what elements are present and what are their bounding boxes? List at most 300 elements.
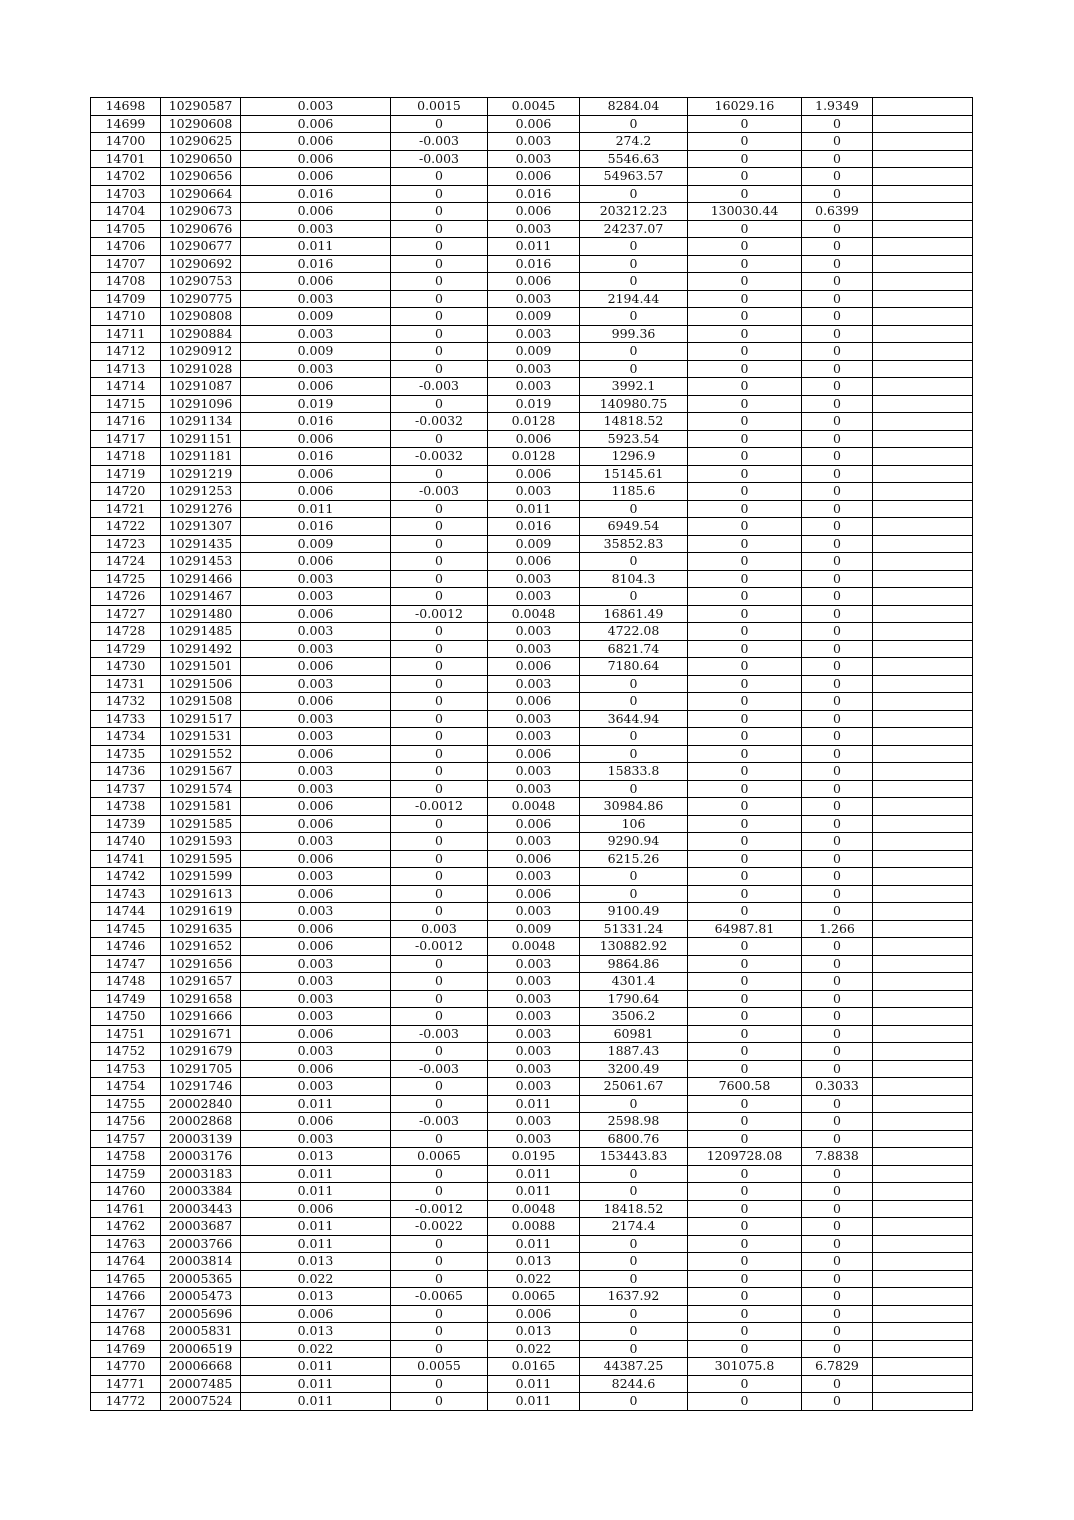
cell-value-a: 0.003 <box>241 973 391 991</box>
cell-amount-b: 0 <box>688 1130 802 1148</box>
cell-ratio: 0 <box>802 1235 873 1253</box>
cell-blank <box>873 1078 973 1096</box>
cell-value-a: 0.006 <box>241 693 391 711</box>
cell-adjustment: -0.003 <box>391 133 488 151</box>
cell-row-number: 14701 <box>91 150 161 168</box>
cell-blank <box>873 1375 973 1393</box>
cell-blank <box>873 1253 973 1271</box>
cell-row-number: 14755 <box>91 1095 161 1113</box>
table-row <box>91 605 973 623</box>
cell-row-number: 14703 <box>91 185 161 203</box>
cell-amount-b: 0 <box>688 1043 802 1061</box>
cell-row-number: 14771 <box>91 1375 161 1393</box>
cell-value-b: 0.022 <box>488 1270 580 1288</box>
cell-adjustment: 0 <box>391 168 488 186</box>
cell-ratio: 0 <box>802 938 873 956</box>
cell-ratio: 0 <box>802 255 873 273</box>
cell-adjustment: 0 <box>391 185 488 203</box>
cell-value-b: 0.0048 <box>488 938 580 956</box>
cell-value-a: 0.003 <box>241 623 391 641</box>
cell-ratio: 0 <box>802 290 873 308</box>
cell-amount-b: 0 <box>688 1235 802 1253</box>
cell-amount-a: 1185.6 <box>580 483 688 501</box>
cell-row-number: 14716 <box>91 413 161 431</box>
cell-id: 10291307 <box>161 518 241 536</box>
table-row <box>91 1025 973 1043</box>
table-row <box>91 728 973 746</box>
cell-id: 10290808 <box>161 308 241 326</box>
cell-amount-a: 0 <box>580 693 688 711</box>
cell-value-b: 0.003 <box>488 1025 580 1043</box>
table-row <box>91 1183 973 1201</box>
cell-row-number: 14702 <box>91 168 161 186</box>
cell-amount-b: 0 <box>688 290 802 308</box>
cell-blank <box>873 798 973 816</box>
table-row <box>91 640 973 658</box>
cell-value-a: 0.003 <box>241 588 391 606</box>
cell-ratio: 0 <box>802 675 873 693</box>
cell-value-b: 0.003 <box>488 1113 580 1131</box>
cell-id: 10291501 <box>161 658 241 676</box>
cell-ratio: 0 <box>802 1008 873 1026</box>
cell-amount-a: 2598.98 <box>580 1113 688 1131</box>
cell-value-b: 0.003 <box>488 483 580 501</box>
cell-value-a: 0.003 <box>241 780 391 798</box>
cell-value-b: 0.0065 <box>488 1288 580 1306</box>
cell-value-a: 0.006 <box>241 1305 391 1323</box>
cell-row-number: 14723 <box>91 535 161 553</box>
cell-adjustment: 0 <box>391 763 488 781</box>
cell-id: 10291705 <box>161 1060 241 1078</box>
cell-value-a: 0.003 <box>241 290 391 308</box>
cell-amount-b: 0 <box>688 430 802 448</box>
cell-amount-a: 35852.83 <box>580 535 688 553</box>
cell-row-number: 14766 <box>91 1288 161 1306</box>
cell-id: 10291087 <box>161 378 241 396</box>
cell-amount-a: 9290.94 <box>580 833 688 851</box>
cell-value-a: 0.016 <box>241 413 391 431</box>
cell-value-b: 0.006 <box>488 465 580 483</box>
cell-amount-a: 0 <box>580 500 688 518</box>
cell-value-b: 0.0128 <box>488 448 580 466</box>
table-row <box>91 973 973 991</box>
cell-value-b: 0.006 <box>488 115 580 133</box>
cell-amount-b: 0 <box>688 990 802 1008</box>
cell-adjustment: -0.0032 <box>391 448 488 466</box>
cell-blank <box>873 553 973 571</box>
cell-amount-a: 0 <box>580 1270 688 1288</box>
cell-adjustment: 0 <box>391 500 488 518</box>
cell-row-number: 14734 <box>91 728 161 746</box>
cell-amount-b: 0 <box>688 588 802 606</box>
cell-amount-b: 0 <box>688 133 802 151</box>
cell-amount-a: 274.2 <box>580 133 688 151</box>
cell-row-number: 14746 <box>91 938 161 956</box>
cell-id: 10291480 <box>161 605 241 623</box>
cell-amount-b: 0 <box>688 570 802 588</box>
cell-amount-b: 0 <box>688 605 802 623</box>
cell-row-number: 14770 <box>91 1358 161 1376</box>
cell-value-a: 0.009 <box>241 343 391 361</box>
cell-value-a: 0.003 <box>241 903 391 921</box>
cell-blank <box>873 1025 973 1043</box>
cell-amount-a: 7180.64 <box>580 658 688 676</box>
cell-value-a: 0.011 <box>241 1375 391 1393</box>
cell-blank <box>873 308 973 326</box>
cell-value-a: 0.011 <box>241 1095 391 1113</box>
cell-value-b: 0.0045 <box>488 98 580 116</box>
cell-amount-b: 0 <box>688 1183 802 1201</box>
cell-blank <box>873 1235 973 1253</box>
cell-adjustment: 0 <box>391 780 488 798</box>
cell-amount-b: 0 <box>688 710 802 728</box>
cell-ratio: 0 <box>802 1183 873 1201</box>
cell-value-b: 0.003 <box>488 868 580 886</box>
cell-value-b: 0.006 <box>488 168 580 186</box>
cell-id: 10290884 <box>161 325 241 343</box>
table-row <box>91 430 973 448</box>
cell-amount-a: 14818.52 <box>580 413 688 431</box>
cell-blank <box>873 1305 973 1323</box>
table-row <box>91 1130 973 1148</box>
cell-row-number: 14710 <box>91 308 161 326</box>
cell-adjustment: 0 <box>391 1253 488 1271</box>
cell-blank <box>873 483 973 501</box>
cell-value-a: 0.011 <box>241 1183 391 1201</box>
cell-ratio: 0 <box>802 430 873 448</box>
cell-value-a: 0.006 <box>241 1060 391 1078</box>
cell-value-a: 0.003 <box>241 1008 391 1026</box>
cell-blank <box>873 1183 973 1201</box>
cell-value-b: 0.0128 <box>488 413 580 431</box>
cell-value-a: 0.003 <box>241 325 391 343</box>
cell-adjustment: 0.0065 <box>391 1148 488 1166</box>
cell-value-a: 0.022 <box>241 1270 391 1288</box>
cell-adjustment: 0 <box>391 745 488 763</box>
cell-value-a: 0.003 <box>241 1043 391 1061</box>
cell-row-number: 14714 <box>91 378 161 396</box>
cell-id: 10291746 <box>161 1078 241 1096</box>
cell-blank <box>873 1113 973 1131</box>
cell-id: 10290692 <box>161 255 241 273</box>
cell-value-b: 0.003 <box>488 710 580 728</box>
cell-value-a: 0.022 <box>241 1340 391 1358</box>
cell-id: 10291181 <box>161 448 241 466</box>
table-row <box>91 675 973 693</box>
cell-value-a: 0.003 <box>241 833 391 851</box>
cell-blank <box>873 1288 973 1306</box>
cell-id: 20003139 <box>161 1130 241 1148</box>
cell-ratio: 0 <box>802 605 873 623</box>
table-row <box>91 168 973 186</box>
cell-amount-a: 0 <box>580 1253 688 1271</box>
cell-ratio: 7.8838 <box>802 1148 873 1166</box>
cell-value-a: 0.006 <box>241 658 391 676</box>
cell-row-number: 14739 <box>91 815 161 833</box>
cell-row-number: 14722 <box>91 518 161 536</box>
cell-ratio: 0 <box>802 273 873 291</box>
cell-value-b: 0.003 <box>488 903 580 921</box>
cell-blank <box>873 885 973 903</box>
cell-row-number: 14737 <box>91 780 161 798</box>
cell-value-b: 0.003 <box>488 1078 580 1096</box>
cell-row-number: 14698 <box>91 98 161 116</box>
table-row <box>91 1148 973 1166</box>
cell-row-number: 14744 <box>91 903 161 921</box>
cell-id: 10291492 <box>161 640 241 658</box>
cell-adjustment: 0 <box>391 1323 488 1341</box>
cell-id: 10291276 <box>161 500 241 518</box>
cell-value-a: 0.003 <box>241 710 391 728</box>
cell-amount-a: 0 <box>580 1165 688 1183</box>
cell-adjustment: -0.0012 <box>391 798 488 816</box>
cell-amount-a: 3200.49 <box>580 1060 688 1078</box>
cell-amount-a: 30984.86 <box>580 798 688 816</box>
table-row <box>91 798 973 816</box>
cell-row-number: 14733 <box>91 710 161 728</box>
cell-ratio: 0 <box>802 1218 873 1236</box>
table-row <box>91 745 973 763</box>
cell-ratio: 0 <box>802 150 873 168</box>
cell-value-a: 0.003 <box>241 1078 391 1096</box>
cell-amount-b: 0 <box>688 483 802 501</box>
cell-value-b: 0.009 <box>488 343 580 361</box>
cell-row-number: 14706 <box>91 238 161 256</box>
cell-amount-a: 0 <box>580 885 688 903</box>
table-row <box>91 868 973 886</box>
cell-row-number: 14700 <box>91 133 161 151</box>
cell-ratio: 0 <box>802 1270 873 1288</box>
cell-value-a: 0.011 <box>241 1235 391 1253</box>
cell-value-b: 0.006 <box>488 745 580 763</box>
cell-value-a: 0.016 <box>241 185 391 203</box>
cell-id: 10290775 <box>161 290 241 308</box>
cell-value-b: 0.003 <box>488 588 580 606</box>
table-row <box>91 150 973 168</box>
cell-id: 10291552 <box>161 745 241 763</box>
cell-value-b: 0.003 <box>488 780 580 798</box>
cell-blank <box>873 465 973 483</box>
cell-amount-b: 0 <box>688 238 802 256</box>
cell-blank <box>873 1165 973 1183</box>
cell-amount-a: 24237.07 <box>580 220 688 238</box>
cell-value-a: 0.003 <box>241 570 391 588</box>
cell-value-b: 0.003 <box>488 1043 580 1061</box>
cell-id: 20003766 <box>161 1235 241 1253</box>
cell-amount-a: 1887.43 <box>580 1043 688 1061</box>
cell-amount-b: 0 <box>688 413 802 431</box>
cell-row-number: 14732 <box>91 693 161 711</box>
table-body <box>91 98 973 1411</box>
cell-adjustment: 0 <box>391 1183 488 1201</box>
cell-ratio: 0 <box>802 1025 873 1043</box>
cell-amount-a: 0 <box>580 745 688 763</box>
cell-adjustment: 0 <box>391 1340 488 1358</box>
cell-ratio: 0 <box>802 588 873 606</box>
cell-ratio: 0 <box>802 343 873 361</box>
cell-amount-b: 0 <box>688 1060 802 1078</box>
cell-id: 20005831 <box>161 1323 241 1341</box>
cell-id: 20003183 <box>161 1165 241 1183</box>
cell-value-b: 0.009 <box>488 920 580 938</box>
table-row <box>91 115 973 133</box>
cell-value-b: 0.003 <box>488 378 580 396</box>
cell-value-a: 0.006 <box>241 273 391 291</box>
cell-ratio: 0 <box>802 903 873 921</box>
cell-value-a: 0.006 <box>241 465 391 483</box>
cell-adjustment: 0 <box>391 1078 488 1096</box>
cell-ratio: 0 <box>802 885 873 903</box>
cell-ratio: 0 <box>802 990 873 1008</box>
cell-blank <box>873 675 973 693</box>
table-row <box>91 938 973 956</box>
cell-id: 10291657 <box>161 973 241 991</box>
cell-amount-a: 0 <box>580 115 688 133</box>
cell-blank <box>873 623 973 641</box>
cell-ratio: 0 <box>802 1165 873 1183</box>
cell-amount-a: 8284.04 <box>580 98 688 116</box>
cell-amount-b: 0 <box>688 763 802 781</box>
table-row <box>91 518 973 536</box>
table-row <box>91 990 973 1008</box>
cell-value-b: 0.003 <box>488 623 580 641</box>
cell-value-b: 0.011 <box>488 1183 580 1201</box>
table-row <box>91 308 973 326</box>
cell-value-b: 0.006 <box>488 693 580 711</box>
cell-value-a: 0.011 <box>241 1218 391 1236</box>
cell-row-number: 14758 <box>91 1148 161 1166</box>
table-row <box>91 780 973 798</box>
cell-adjustment: 0 <box>391 815 488 833</box>
table-row <box>91 203 973 221</box>
cell-blank <box>873 955 973 973</box>
cell-amount-b: 0 <box>688 360 802 378</box>
cell-amount-a: 0 <box>580 273 688 291</box>
table-row <box>91 833 973 851</box>
cell-value-b: 0.0048 <box>488 605 580 623</box>
cell-adjustment: -0.0012 <box>391 938 488 956</box>
cell-amount-b: 130030.44 <box>688 203 802 221</box>
cell-amount-a: 153443.83 <box>580 1148 688 1166</box>
cell-blank <box>873 745 973 763</box>
cell-row-number: 14712 <box>91 343 161 361</box>
cell-amount-a: 1637.92 <box>580 1288 688 1306</box>
table-row <box>91 1253 973 1271</box>
cell-value-a: 0.006 <box>241 168 391 186</box>
cell-value-b: 0.019 <box>488 395 580 413</box>
table-row <box>91 1270 973 1288</box>
cell-amount-b: 0 <box>688 1025 802 1043</box>
cell-id: 10290912 <box>161 343 241 361</box>
cell-id: 10291253 <box>161 483 241 501</box>
cell-ratio: 1.9349 <box>802 98 873 116</box>
cell-ratio: 0 <box>802 518 873 536</box>
cell-blank <box>873 518 973 536</box>
table-row <box>91 238 973 256</box>
cell-blank <box>873 535 973 553</box>
cell-adjustment: 0 <box>391 553 488 571</box>
cell-blank <box>873 1008 973 1026</box>
cell-adjustment: 0 <box>391 360 488 378</box>
cell-row-number: 14731 <box>91 675 161 693</box>
cell-adjustment: 0 <box>391 658 488 676</box>
cell-value-a: 0.006 <box>241 938 391 956</box>
cell-ratio: 0 <box>802 1200 873 1218</box>
cell-value-a: 0.006 <box>241 150 391 168</box>
cell-ratio: 0 <box>802 868 873 886</box>
cell-blank <box>873 413 973 431</box>
cell-ratio: 0 <box>802 728 873 746</box>
table-row <box>91 1288 973 1306</box>
cell-value-b: 0.006 <box>488 273 580 291</box>
cell-id: 10291593 <box>161 833 241 851</box>
cell-blank <box>873 990 973 1008</box>
cell-adjustment: 0 <box>391 693 488 711</box>
cell-row-number: 14730 <box>91 658 161 676</box>
cell-blank <box>873 588 973 606</box>
cell-value-a: 0.003 <box>241 868 391 886</box>
cell-row-number: 14752 <box>91 1043 161 1061</box>
cell-amount-a: 0 <box>580 553 688 571</box>
cell-row-number: 14721 <box>91 500 161 518</box>
cell-blank <box>873 1060 973 1078</box>
cell-adjustment: 0 <box>391 1165 488 1183</box>
cell-id: 10291652 <box>161 938 241 956</box>
cell-amount-b: 0 <box>688 675 802 693</box>
cell-value-b: 0.016 <box>488 255 580 273</box>
table-row <box>91 325 973 343</box>
cell-ratio: 0 <box>802 168 873 186</box>
cell-amount-a: 8244.6 <box>580 1375 688 1393</box>
cell-id: 10291656 <box>161 955 241 973</box>
cell-value-a: 0.016 <box>241 255 391 273</box>
cell-row-number: 14756 <box>91 1113 161 1131</box>
cell-blank <box>873 343 973 361</box>
cell-value-a: 0.016 <box>241 448 391 466</box>
cell-value-b: 0.009 <box>488 535 580 553</box>
table-row <box>91 1043 973 1061</box>
cell-row-number: 14699 <box>91 115 161 133</box>
cell-row-number: 14724 <box>91 553 161 571</box>
cell-amount-b: 0 <box>688 815 802 833</box>
cell-amount-a: 140980.75 <box>580 395 688 413</box>
cell-row-number: 14757 <box>91 1130 161 1148</box>
cell-ratio: 0 <box>802 483 873 501</box>
cell-ratio: 0 <box>802 710 873 728</box>
cell-id: 10291574 <box>161 780 241 798</box>
cell-id: 20003687 <box>161 1218 241 1236</box>
cell-id: 20002868 <box>161 1113 241 1131</box>
cell-ratio: 0 <box>802 850 873 868</box>
cell-ratio: 0.3033 <box>802 1078 873 1096</box>
cell-value-b: 0.0048 <box>488 798 580 816</box>
cell-amount-b: 0 <box>688 1113 802 1131</box>
cell-amount-a: 1296.9 <box>580 448 688 466</box>
cell-adjustment: 0 <box>391 1235 488 1253</box>
cell-id: 10291028 <box>161 360 241 378</box>
cell-blank <box>873 238 973 256</box>
table-row <box>91 1095 973 1113</box>
cell-row-number: 14726 <box>91 588 161 606</box>
cell-value-b: 0.011 <box>488 1375 580 1393</box>
cell-row-number: 14753 <box>91 1060 161 1078</box>
cell-adjustment: 0 <box>391 623 488 641</box>
table-row <box>91 395 973 413</box>
cell-adjustment: 0 <box>391 990 488 1008</box>
cell-amount-a: 2174.4 <box>580 1218 688 1236</box>
cell-amount-a: 4301.4 <box>580 973 688 991</box>
cell-adjustment: 0 <box>391 868 488 886</box>
